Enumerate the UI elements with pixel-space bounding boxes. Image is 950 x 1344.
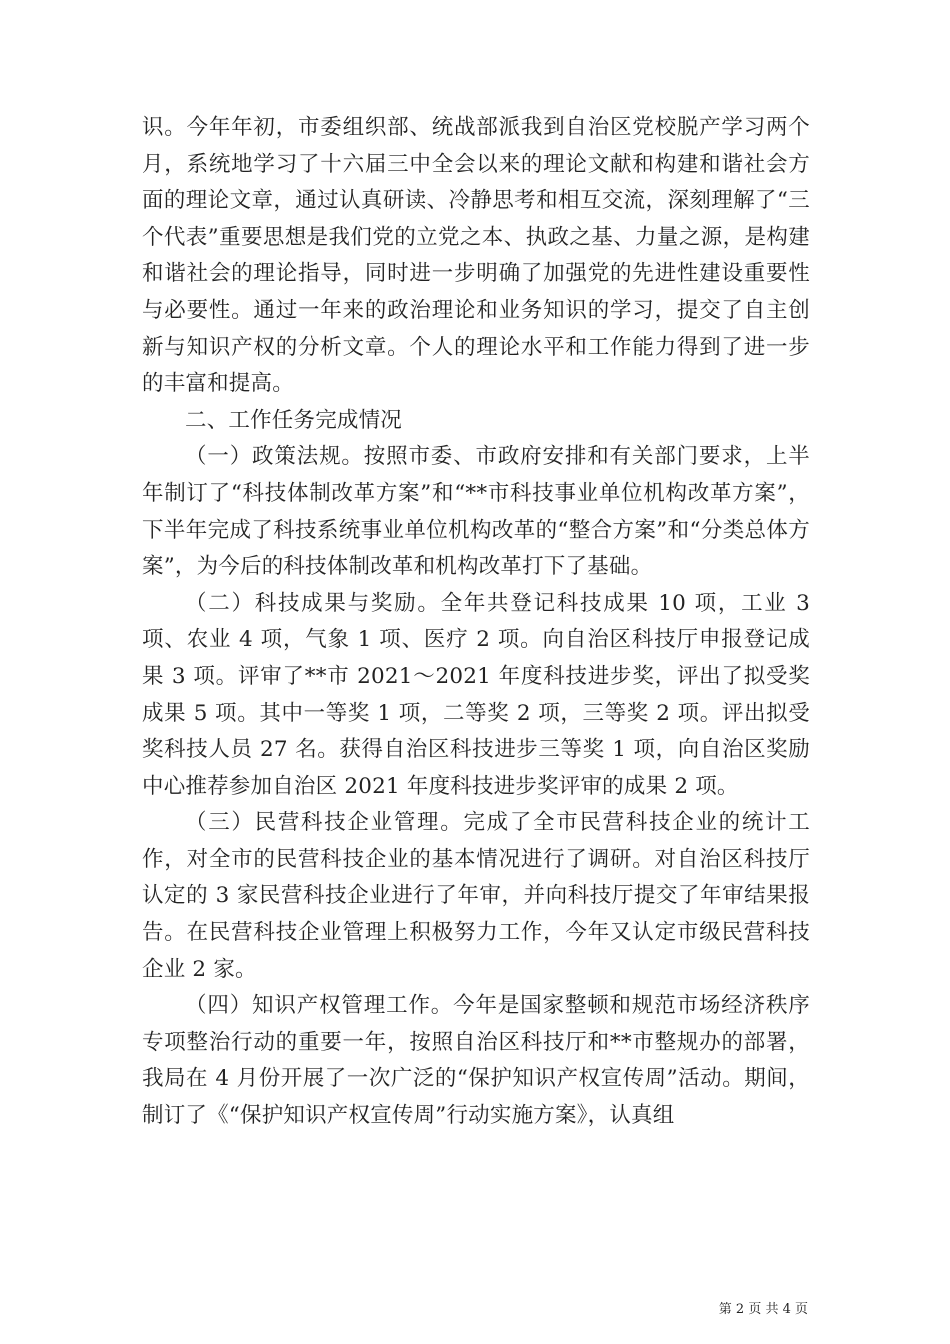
paragraph-private-enterprise: （三）民营科技企业管理。完成了全市民营科技企业的统计工作，对全市的民营科技企业的基本情况进行了调研。对自治区科技厅认定的 3 家民营科技企业进行了年审，并向科技厅提交了年审结果报告。在民营科技企业管理上积极努力工作，今年又认定市级民营科技企业 2 家。 — [142, 810, 810, 982]
section-heading: 二、工作任务完成情况 — [185, 407, 403, 433]
paragraph-achievements: （二）科技成果与奖励。全年共登记科技成果 10 项，工业 3 项、农业 4 项，气象 1 项、医疗 2 项。向自治区科技厅申报登记成果 3 项。评审了**市 2021～2021 年度科技进步奖，评出了拟受奖成果 5 项。其中一等奖 1 项，二等奖 2 项，三等奖 2 项。评出拟受奖科技人员 27 名。获得自治区科技进步三等奖 1 项，向自治区奖励中心推荐参加自治区 2021 年度科技进步奖评审的成果 2 项。 — [142, 590, 810, 799]
document-body — [142, 110, 810, 1135]
paragraph-continuation: 识。今年年初，市委组织部、统战部派我到自治区党校脱产学习两个月，系统地学习了十六届三中全会以来的理论文献和构建和谐社会方面的理论文章，通过认真研读、冷静思考和相互交流，深刻理解了“三个代表”重要思想是我们党的立党之本、执政之基、力量之源，是构建和谐社会的理论指导，同时进一步明确了加强党的先进性建设重要性与必要性。通过一年来的政治理论和业务知识的学习，提交了自主创新与知识产权的分析文章。个人的理论水平和工作能力得到了进一步的丰富和提高。 — [142, 115, 810, 397]
page-number-footer: 第 2 页 共 4 页 — [718, 1302, 808, 1317]
paragraph-ip-management: （四）知识产权管理工作。今年是国家整顿和规范市场经济秩序专项整治行动的重要一年，按照自治区科技厅和**市整规办的部署，我局在 4 月份开展了一次广泛的“保护知识产权宣传周”活动。期间，制订了《“保护知识产权宣传周”行动实施方案》，认真组 — [142, 993, 810, 1129]
paragraph-policy: （一）政策法规。按照市委、市政府安排和有关部门要求，上半年制订了“科技体制改革方案”和“**市科技事业单位机构改革方案”，下半年完成了科技系统事业单位机构改革的“整合方案”和“分类总体方案”，为今后的科技体制改革和机构改革打下了基础。 — [142, 444, 810, 580]
